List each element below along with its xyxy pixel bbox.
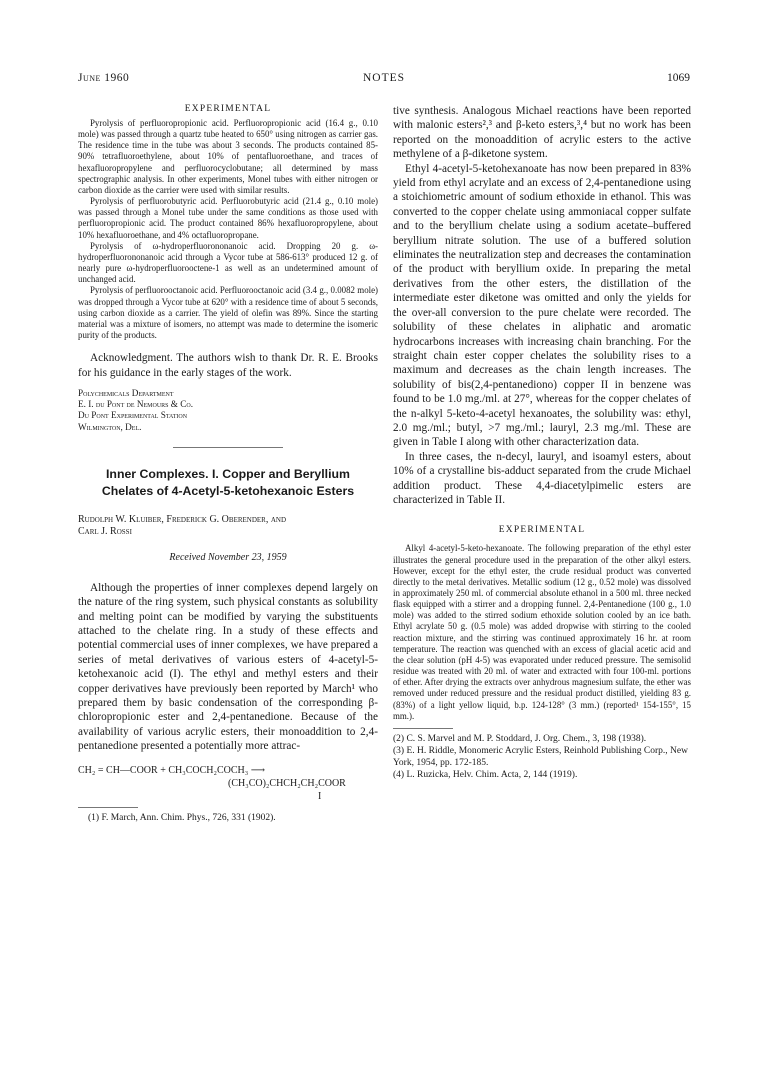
- paragraph-perfluorooctanoic: Pyrolysis of perfluorooctanoic acid. Perfluorooctanoic acid (3.4 g., 0.0082 mole) was dropped through a Vycor tube at 620° with a residence time of about 5 seconds, using carbon dioxide as a carrier. The yield of olefin was 89%. Since the starting material was a mixture of isomers, no attempt was made to determine the isomeric purity of the products.: [78, 285, 378, 340]
- page-number: 1069: [667, 72, 690, 84]
- address-line: Wilmington, Del.: [78, 421, 142, 432]
- equation-label: I: [318, 790, 322, 802]
- right-column: [393, 104, 691, 781]
- authors-line2: Carl J. Rossi: [78, 525, 132, 537]
- footnote-3: (3) E. H. Riddle, Monomeric Acrylic Esters, Reinhold Publishing Corp., New York, 1954, pp. 172-185.: [393, 745, 688, 768]
- authors-line1: Rudolph W. Kluiber, Frederick G. Oberender, and: [78, 513, 287, 525]
- bis-adduct-paragraph: In three cases, the n-decyl, lauryl, and isoamyl esters, about 10% of a crystalline bis-adduct separated from the crude Michael addition product. These 4,4-diacetylpimelic esters are characterized in Table II.: [393, 450, 691, 506]
- left-column: [78, 104, 378, 824]
- paragraph-perfluoropropionic: Pyrolysis of perfluoropropionic acid. Perfluoropropionic acid (16.4 g., 0.10 mole) was passed through a quartz tube heated to 650° using nitrogen as carrier gas. The residence time in the tube was about 3 seconds. The products contained 85-90% tetrafluoroethylene, about 10% of pentafluoroethane, and traces of hexafluoropropylene and perfluorocyclobutane; all determined by mass spectrographic analysis. In other experiments, Monel tubes with either nitrogen or carbon dioxide as the carrier were used with similar results.: [78, 118, 378, 195]
- experimental-heading: EXPERIMENTAL: [498, 525, 586, 536]
- results-paragraph: Ethyl 4-acetyl-5-ketohexanoate has now been prepared in 83% yield from ethyl acrylate and an excess of 2,4-pentanedione using a stoichiometric amount of sodium ethoxide in ethanol. This was converted to the copper chelate using ammoniacal copper sulfate and to the beryllium chelate using a sodium acetate–buffered beryllium nitrate solution. The use of a buffered solution eliminates the neutralization step and decreases the contamination of the product with beryllium oxide. In preparing the metal derivatives from the other esters, the distillation of the intermediate ester diketone was omitted and only the yields for the over-all conversion to the pure chelate were recorded. The solubility of these chelates in aliphatic and aromatic hydrocarbons increases with increasing chain branching. For the straight chain ester copper chelates the solubility rises to a maximum and decreases as the chain length increases. The solubility of bis(2,4-pentanediono) copper II in benzene was found to be 1.0 mg./ml. at 27°, whereas for the copper chelates of the n-alkyl 5-keto-4-acetyl hexanoates, the solubility was: ethyl, 2.0 mg./ml.; butyl, >7 mg./ml.; lauryl, 2.3 mg./ml. These are given in Table I along with other characterization data.: [393, 162, 691, 449]
- paragraph-perfluorobutyric: Pyrolysis of perfluorobutyric acid. Perfluorobutyric acid (21.4 g., 0.10 mole) was passed through a Monel tube under the same conditions as those used with perfluoropropionic acid. The product contained 86% hexafluoropropylene, about 10% hexafluoroethane, and 4% octafluoropropane.: [78, 196, 378, 240]
- address-line: E. I. du Pont de Nemours & Co.: [78, 399, 193, 410]
- header-date: June 1960: [78, 72, 130, 84]
- equation-product: (CH₃CO)₂CHCH₂CH₂COOR: [228, 777, 346, 789]
- address-line: Polychemicals Department: [78, 387, 174, 398]
- running-header: [78, 72, 690, 88]
- article-title-line2: Chelates of 4-Acetyl-5-ketohexanoic Esters: [101, 483, 355, 498]
- equation-reactants: CH₂ = CH—COOR + CH₃COCH₂COCH₃ ⟶: [78, 764, 266, 776]
- footnote-4: (4) L. Ruzicka, Helv. Chim. Acta, 2, 144 (1919).: [393, 769, 578, 780]
- experimental-heading: EXPERIMENTAL: [184, 104, 272, 114]
- address-block: [78, 388, 378, 433]
- continued-paragraph: tive synthesis. Analogous Michael reactions have been reported with malonic esters²,³ and β-keto esters,³,⁴ but no work has been reported on the monoaddition of acrylic esters to the active methylene of a β-diketone system.: [393, 105, 691, 161]
- received-date: Received November 23, 1959: [169, 551, 287, 563]
- acknowledgment: Acknowledgment. The authors wish to thank Dr. R. E. Brooks for his guidance in the early stages of the work.: [78, 352, 378, 379]
- procedure-paragraph: Alkyl 4-acetyl-5-keto-hexanoate. The following preparation of the ethyl ester illustrates the general procedure used in the preparation of the other alkyl esters. However, except for the ethyl ester, the crude residual product was converted directly to the metal derivatives. Metallic sodium (12 g., 0.52 mole) was dissolved in approximately 250 ml. of commercial absolute ethanol in a 500 ml. three necked flask equipped with a stirrer and a dropping funnel. 2,4-Pentanedione (100 g., 1.0 mole) was added to the stirred sodium ethoxide solution cooled by an ice bath. Ethyl acrylate 50 g. (0.5 mole) was added dropwise with stirring to the cooled reaction mixture, and the stirring was continued approximately 16 hr. at room temperature. The reaction was quenched with an excess of glacial acetic acid and the clear solution (pH 4-5) was evaporated under reduced pressure. The semisolid residue was treated with 20 ml. of water and extracted with four 100-ml. portions of ether. After drying the extracts over anhydrous magnesium sulfate, the ether was removed under reduced pressure and the residual product distilled, yielding 83 g. (83%) of a light yellow liquid, b.p. 124-128° (3 mm.) (reported¹ 154-155°, 15 mm.).: [393, 543, 691, 721]
- footnote-1: (1) F. March, Ann. Chim. Phys., 726, 331 (1902).: [88, 812, 276, 823]
- header-section: NOTES: [362, 72, 406, 84]
- paragraph-hydroperfluorononanoic: Pyrolysis of ω-hydroperfluorononanoic acid. Dropping 20 g. ω-hydroperfluorononanoic acid through a Vycor tube at 586-613° produced 12 g. of nearly pure ω-hydroperfluorooctene-1 as well as an undetermined amount of unchanged acid.: [78, 240, 378, 285]
- reaction-equation: [78, 764, 378, 803]
- introduction-paragraph: Although the properties of inner complexes depend largely on the nature of the ring system, such physical constants as solubility and melting point can be modified by varying the substituents attached to the chelate ring. In a study of these effects and potential commercial uses of inner complexes, we have prepared a series of metal derivatives of various esters of 4-acetyl-5-ketohexanoic acid (I). The ethyl and methyl esters and their copper derivatives have previously been reported by March¹ who prepared them by basic condensation of the corresponding β-chloropropionic ester and 2,4-pentanedione. Because of the availability of various acrylic esters, their monoaddition to 2,4-pentanedione presented a potentially more attrac-: [78, 581, 378, 753]
- article-title-line1: Inner Complexes. I. Copper and Beryllium: [106, 466, 350, 481]
- address-line: Du Pont Experimental Station: [78, 410, 188, 421]
- footnote-2: (2) C. S. Marvel and M. P. Stoddard, J. Org. Chem., 3, 198 (1938).: [393, 733, 647, 744]
